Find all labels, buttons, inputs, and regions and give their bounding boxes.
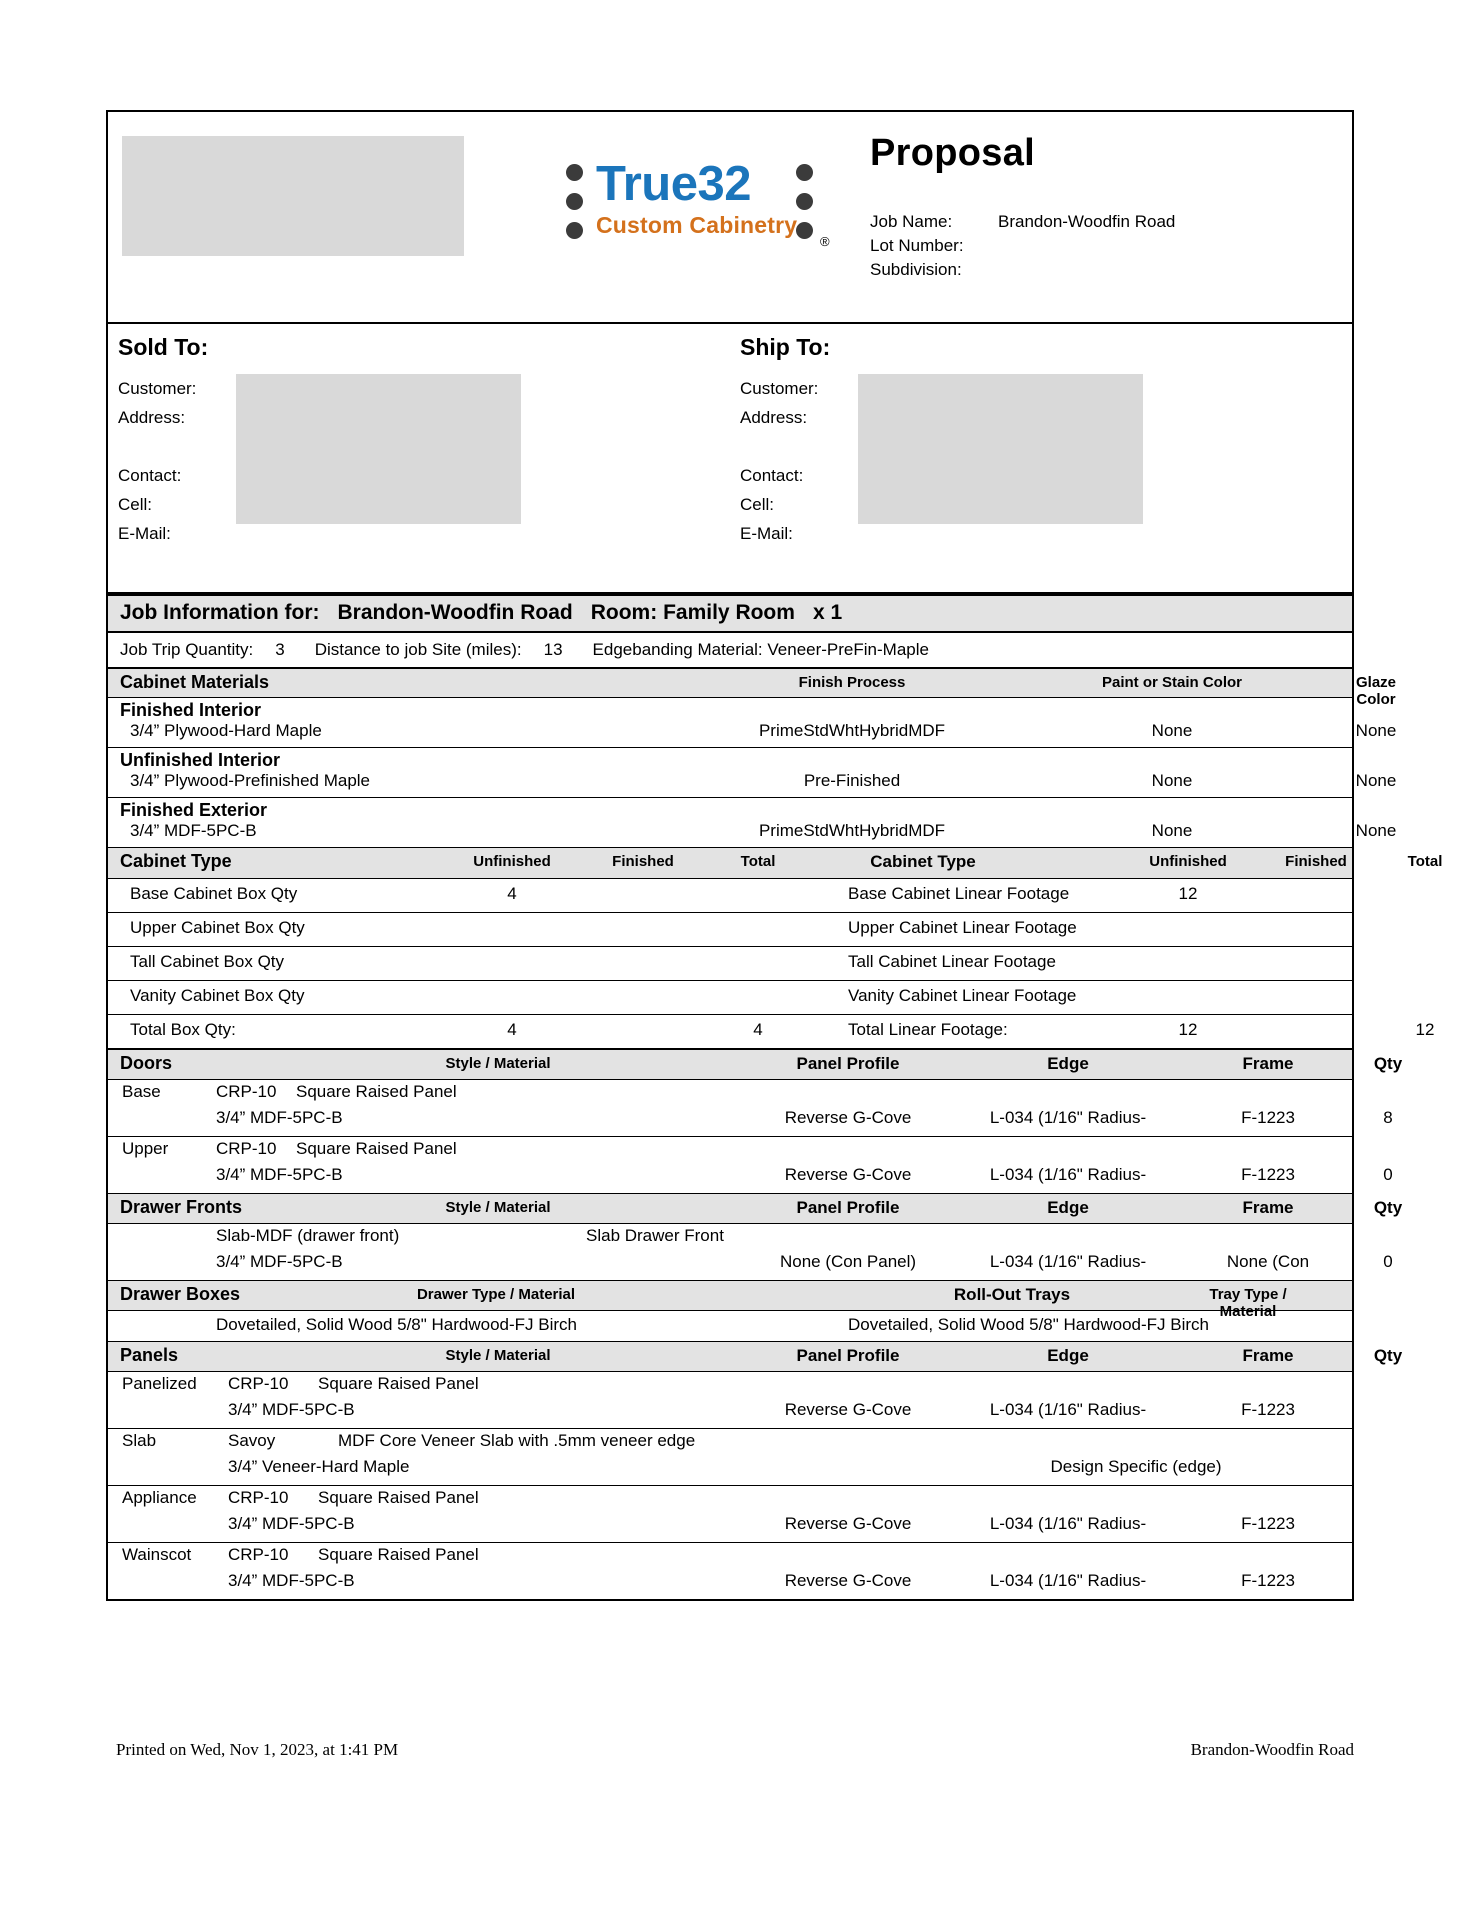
doors-row-base [108, 1080, 1393, 1137]
total-col-header-left: Total [740, 853, 776, 870]
panel-panel-profile: Reverse G-Cove [784, 1400, 912, 1419]
door-frame: F-1223 [1241, 1108, 1295, 1127]
door-code: CRP-10 [216, 1139, 277, 1158]
job-meta [870, 210, 1175, 282]
logo-tagline: Custom Cabinetry [596, 212, 798, 238]
trip-quantity-label: Job Trip Quantity: [120, 640, 254, 659]
panel-material: 3/4” MDF-5PC-B [228, 1571, 355, 1590]
cabinet-type-right-label: Base Cabinet Linear Footage [848, 884, 1070, 903]
doors-frame-header: Frame [1242, 1054, 1294, 1073]
door-style: Square Raised Panel [296, 1139, 457, 1158]
drawer-front-edge: L-034 (1/16" Radius- [989, 1252, 1147, 1271]
panel-edge: L-034 (1/16" Radius- [989, 1514, 1147, 1533]
panels-panel-profile-header: Panel Profile [796, 1346, 900, 1365]
panels-section-header [108, 1342, 1403, 1372]
trip-quantity-value: 3 [275, 640, 285, 659]
cabinet-materials-header [108, 669, 1397, 708]
job-information-name: Brandon-Woodfin Road [337, 601, 573, 624]
drawer-fronts-panel-profile-header: Panel Profile [796, 1198, 900, 1217]
job-name-label: Job Name: [870, 212, 953, 231]
material-finish: Pre-Finished [803, 771, 901, 790]
drawer-fronts-style-material-header: Style / Material [445, 1199, 551, 1216]
door-category: Upper [122, 1139, 169, 1158]
material-glaze: None [1355, 721, 1397, 740]
drawer-type-material-header: Drawer Type / Material [416, 1286, 576, 1303]
panel-code: CRP-10 [228, 1488, 289, 1507]
panels-row-appliance [108, 1486, 1352, 1543]
doors-row-upper [108, 1137, 1393, 1194]
distance-value: 13 [543, 640, 563, 659]
cabinet-type-left-label: Tall Cabinet Box Qty [130, 952, 285, 971]
edgebanding-value: Veneer-PreFin-Maple [767, 640, 929, 659]
material-finish: PrimeStdWhtHybridMDF [758, 821, 946, 840]
rollout-trays-title: Roll-Out Trays [953, 1285, 1071, 1304]
door-material: 3/4” MDF-5PC-B [216, 1108, 343, 1127]
total-box-qty-total: 4 [753, 1020, 763, 1039]
panels-frame-header: Frame [1242, 1346, 1294, 1365]
sold-customer-label: Customer: [118, 379, 197, 398]
table-row-total [108, 1015, 1435, 1050]
table-row [108, 913, 1352, 947]
drawer-front-style: Slab Drawer Front [586, 1226, 724, 1245]
logo-wordmark: True32 [596, 157, 751, 211]
cabinet-type-right-label: Tall Cabinet Linear Footage [848, 952, 1056, 971]
sold-ship-section [108, 324, 1352, 594]
total-box-qty-label: Total Box Qty: [130, 1020, 236, 1039]
door-frame: F-1223 [1241, 1165, 1295, 1184]
cabinet-type-left-label: Upper Cabinet Box Qty [130, 918, 305, 937]
unfinished-col-header-right: Unfinished [1149, 853, 1227, 870]
door-qty: 0 [1383, 1165, 1393, 1184]
panel-category: Appliance [122, 1488, 197, 1507]
material-group-title: Unfinished Interior [120, 750, 281, 770]
sold-address-label: Address: [118, 408, 186, 427]
panel-code: CRP-10 [228, 1545, 289, 1564]
proposal-document [106, 110, 1443, 1601]
material-group-title: Finished Interior [120, 700, 262, 720]
edgebanding-label: Edgebanding Material: [592, 640, 763, 659]
cabinet-type-left-label: Vanity Cabinet Box Qty [130, 986, 305, 1005]
drawer-fronts-title: Drawer Fronts [120, 1197, 243, 1217]
panel-material: 3/4” MDF-5PC-B [228, 1514, 355, 1533]
ship-to-title: Ship To: [740, 334, 831, 360]
drawer-front-code: Slab-MDF (drawer front) [216, 1226, 400, 1245]
ship-customer-label: Customer: [740, 379, 819, 398]
ship-cell-label: Cell: [740, 495, 775, 514]
total-box-qty-unfinished: 4 [507, 1020, 517, 1039]
panel-frame: F-1223 [1241, 1400, 1295, 1419]
ship-contact-label: Contact: [740, 466, 804, 485]
sold-to-labels [118, 374, 196, 548]
panel-edge: Design Specific (edge) [1050, 1457, 1222, 1476]
job-information-bar [108, 594, 1352, 633]
ship-to-redacted-area [858, 374, 1143, 524]
doors-panel-profile-header: Panel Profile [796, 1054, 900, 1073]
table-row [108, 947, 1352, 981]
material-name: 3/4” Plywood-Prefinished Maple [130, 771, 371, 790]
doors-section-header [108, 1050, 1403, 1080]
material-paint: None [1151, 821, 1193, 840]
cabinet-type-header [108, 848, 1443, 879]
panel-category: Panelized [122, 1374, 197, 1393]
drawer-front-material: 3/4” MDF-5PC-B [216, 1252, 343, 1271]
cabinet-type-left-unfinished: 4 [507, 884, 517, 903]
drawer-fronts-qty-header: Qty [1373, 1198, 1403, 1217]
drawer-boxes-title: Drawer Boxes [120, 1284, 241, 1304]
door-panel-profile: Reverse G-Cove [784, 1108, 912, 1127]
doors-qty-header: Qty [1373, 1054, 1403, 1073]
cabinet-materials-title: Cabinet Materials [120, 672, 270, 692]
drawer-fronts-row [108, 1224, 1393, 1281]
material-paint: None [1151, 771, 1193, 790]
registered-trademark-icon: ® [820, 234, 830, 249]
drawer-boxes-section-header [108, 1281, 1352, 1320]
ship-to-block [730, 324, 1352, 592]
total-linear-footage-total: 12 [1415, 1020, 1435, 1039]
sold-to-redacted-area [236, 374, 521, 524]
door-edge: L-034 (1/16" Radius- [989, 1108, 1147, 1127]
distance-label: Distance to job Site (miles): [314, 640, 522, 659]
door-material: 3/4” MDF-5PC-B [216, 1165, 343, 1184]
material-glaze: None [1355, 821, 1397, 840]
panels-qty-header: Qty [1373, 1346, 1403, 1365]
job-information-prefix: Job Information for: [120, 601, 320, 624]
material-name: 3/4” MDF-5PC-B [130, 821, 257, 840]
ship-address-label: Address: [740, 408, 808, 427]
material-group-title: Finished Exterior [120, 800, 268, 820]
panels-title: Panels [120, 1345, 179, 1365]
logo-dots-left-icon [566, 164, 586, 251]
total-linear-footage-unfinished: 12 [1178, 1020, 1198, 1039]
door-qty: 8 [1383, 1108, 1393, 1127]
doors-edge-header: Edge [1047, 1054, 1089, 1073]
door-code: CRP-10 [216, 1082, 277, 1101]
panel-style: MDF Core Veneer Slab with .5mm veneer edge [338, 1431, 696, 1450]
panel-category: Slab [122, 1431, 157, 1450]
door-panel-profile: Reverse G-Cove [784, 1165, 912, 1184]
panels-row-wainscot [108, 1543, 1352, 1599]
table-row [108, 981, 1352, 1015]
true32-logo [548, 154, 830, 274]
material-finish: PrimeStdWhtHybridMDF [758, 721, 946, 740]
panel-frame: F-1223 [1241, 1571, 1295, 1590]
sold-contact-label: Contact: [118, 466, 182, 485]
door-style: Square Raised Panel [296, 1082, 457, 1101]
finished-col-header-right: Finished [1285, 853, 1347, 870]
job-name-value: Brandon-Woodfin Road [998, 212, 1176, 231]
logo-dots-right-icon [796, 164, 816, 251]
panel-style: Square Raised Panel [318, 1545, 479, 1564]
door-edge: L-034 (1/16" Radius- [989, 1165, 1147, 1184]
material-group-unfinished-interior [108, 748, 1397, 798]
panel-material: 3/4” Veneer-Hard Maple [228, 1457, 410, 1476]
company-logo-placeholder [122, 136, 464, 256]
panel-frame: F-1223 [1241, 1514, 1295, 1533]
paint-stain-col-header: Paint or Stain Color [1101, 674, 1243, 691]
panel-style: Square Raised Panel [318, 1488, 479, 1507]
room-multiplier: x 1 [812, 601, 843, 624]
printed-timestamp: Printed on Wed, Nov 1, 2023, at 1:41 PM [116, 1740, 399, 1759]
cabinet-type-title-left: Cabinet Type [120, 851, 232, 871]
room-name: Family Room [663, 601, 795, 624]
panel-code: Savoy [228, 1431, 276, 1450]
total-col-header-right: Total [1407, 853, 1443, 870]
cabinet-type-left-label: Base Cabinet Box Qty [130, 884, 298, 903]
total-linear-footage-label: Total Linear Footage: [848, 1020, 1008, 1039]
tray-type-material-header: Tray Type / Material [1209, 1286, 1287, 1320]
cabinet-type-right-unfinished: 12 [1178, 884, 1198, 903]
panel-edge: L-034 (1/16" Radius- [989, 1571, 1147, 1590]
finish-process-col-header: Finish Process [798, 674, 906, 691]
drawer-front-panel-profile: None (Con Panel) [779, 1252, 917, 1271]
drawer-fronts-section-header [108, 1194, 1403, 1224]
drawer-box-value: Dovetailed, Solid Wood 5/8" Hardwood-FJ Birch [216, 1315, 578, 1334]
panel-edge: L-034 (1/16" Radius- [989, 1400, 1147, 1419]
cabinet-type-right-label: Upper Cabinet Linear Footage [848, 918, 1077, 937]
panels-edge-header: Edge [1047, 1346, 1089, 1365]
sold-cell-label: Cell: [118, 495, 153, 514]
panels-row-panelized [108, 1372, 1352, 1429]
material-group-finished-interior [108, 698, 1397, 748]
glaze-color-col-header: Glaze Color [1355, 674, 1397, 708]
document-header [108, 112, 1352, 324]
trip-info-row [108, 633, 1352, 669]
material-group-finished-exterior [108, 798, 1397, 848]
sold-email-label: E-Mail: [118, 524, 171, 543]
rollout-tray-value: Dovetailed, Solid Wood 5/8" Hardwood-FJ Birch [848, 1315, 1210, 1334]
panels-row-slab [108, 1429, 1352, 1486]
material-paint: None [1151, 721, 1193, 740]
drawer-fronts-frame-header: Frame [1242, 1198, 1294, 1217]
ship-to-labels [740, 374, 818, 548]
page-title: Proposal [870, 132, 1035, 174]
footer-job-name: Brandon-Woodfin Road [1190, 1740, 1354, 1759]
cabinet-type-title-right: Cabinet Type [870, 852, 976, 871]
cabinet-type-right-label: Vanity Cabinet Linear Footage [848, 986, 1077, 1005]
drawer-boxes-row [108, 1311, 1352, 1342]
panel-code: CRP-10 [228, 1374, 289, 1393]
door-category: Base [122, 1082, 161, 1101]
lot-number-label: Lot Number: [870, 236, 964, 255]
material-name: 3/4” Plywood-Hard Maple [130, 721, 322, 740]
table-row [108, 879, 1352, 913]
ship-email-label: E-Mail: [740, 524, 793, 543]
panel-panel-profile: Reverse G-Cove [784, 1514, 912, 1533]
subdivision-label: Subdivision: [870, 260, 962, 279]
panel-panel-profile: Reverse G-Cove [784, 1571, 912, 1590]
panel-style: Square Raised Panel [318, 1374, 479, 1393]
panel-material: 3/4” MDF-5PC-B [228, 1400, 355, 1419]
room-label: Room: [590, 601, 658, 624]
doors-style-material-header: Style / Material [445, 1055, 551, 1072]
panel-category: Wainscot [122, 1545, 192, 1564]
drawer-front-qty: 0 [1383, 1252, 1393, 1271]
sold-to-block [108, 324, 730, 592]
drawer-fronts-edge-header: Edge [1047, 1198, 1089, 1217]
unfinished-col-header-left: Unfinished [473, 853, 551, 870]
doors-title: Doors [120, 1053, 173, 1073]
finished-col-header-left: Finished [612, 853, 674, 870]
panels-style-material-header: Style / Material [445, 1347, 551, 1364]
sold-to-title: Sold To: [118, 334, 209, 360]
drawer-front-frame: None (Con [1226, 1252, 1310, 1271]
material-glaze: None [1355, 771, 1397, 790]
